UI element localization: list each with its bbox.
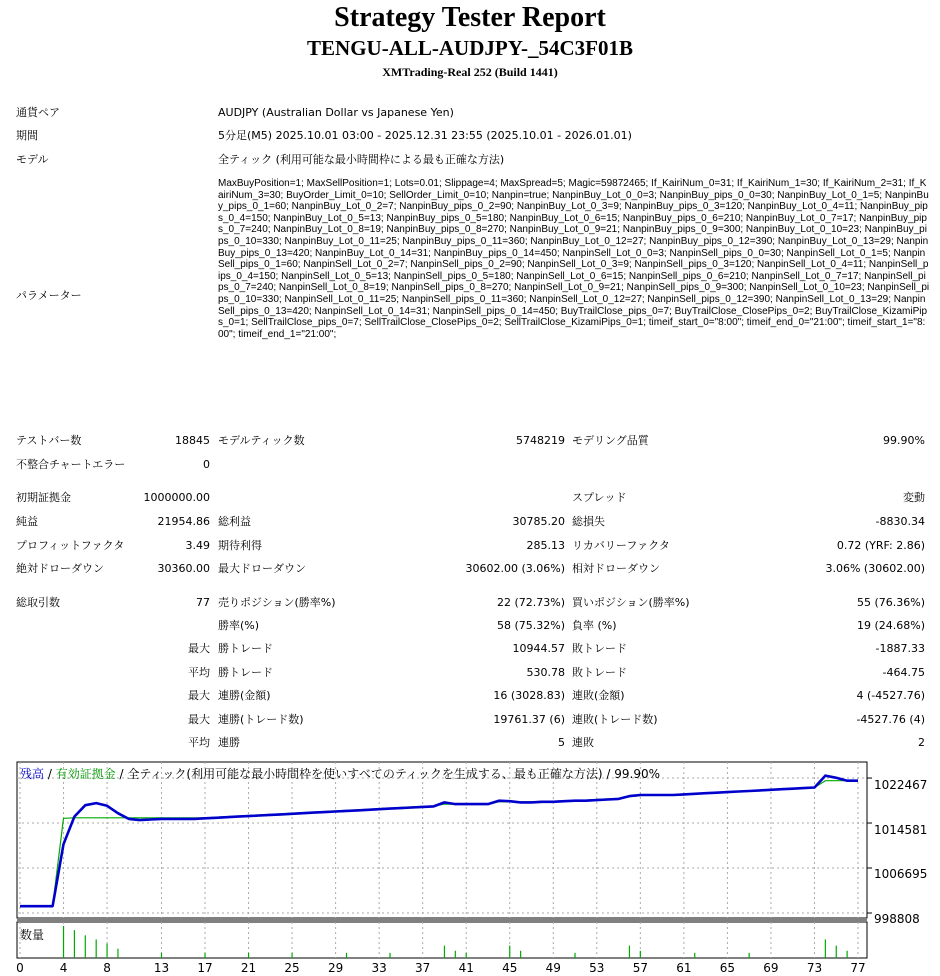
x-tick-label: 49: [545, 961, 561, 975]
legend-equity: 有効証拠金: [55, 767, 116, 781]
net-value: 21954.86: [157, 515, 210, 528]
symbol-label: 通貨ペア: [16, 106, 60, 119]
mismatch-value: 0: [203, 458, 210, 471]
avg-cons-win-label: 連勝: [218, 736, 240, 749]
symbol-value: AUDJPY (Australian Dollar vs Japanese Yen): [218, 106, 454, 119]
long-value: 55 (76.36%): [856, 596, 925, 609]
params-value: MaxBuyPosition=1; MaxSellPosition=1; Lots=0.01; Slippage=4; MaxSpread=5; Magic=59872465; If_KairiNum_0=31; If_KairiNum_1=30; If_KairiNum_2=31; If_KairiNum_3=30; BuyOrder_Limit_0=10; SellOrder_Limit_0=10; Nanpin=true; NanpinBuy_Lot_0_0=3; NanpinBuy_pips_0_0=30; NanpinBuy_Lot_0_1=5; NanpinBuy_pips_0_1=60; NanpinBuy_Lot_0_2=7; NanpinBuy_pips_0_2=90; NanpinBuy_Lot_0_3=9; NanpinBuy_pips_0_3=120; NanpinBuy_Lot_0_4=11; NanpinBuy_pips_0_4=150; NanpinBuy_Lot_0_5=13; NanpinBuy_pips_0_5=180; NanpinBuy_Lot_0_6=15; NanpinBuy_pips_0_6=210; NanpinBuy_Lot_0_7=17; NanpinBuy_pips_0_7=240; NanpinBuy_Lot_0_8=19; NanpinBuy_pips_0_8=270; NanpinBuy_Lot_0_9=21; NanpinBuy_pips_0_9=300; NanpinBuy_Lot_0_10=23; NanpinBuy_pips_0_10=330; NanpinBuy_Lot_0_11=25; NanpinBuy_pips_0_11=360; NanpinBuy_Lot_0_12=27; NanpinBuy_pips_0_12=390; NanpinBuy_Lot_0_13=29; NanpinBuy_pips_0_13=420; NanpinBuy_Lot_0_14=31; NanpinBuy_pips_0_14=450; NanpinSell_Lot_0_0=3; NanpinSell_pips_0_0=30; NanpinSell_Lot_0_1=5; NanpinSell_pips_0_1=60; NanpinSell_Lot_0_2=7; NanpinSell_pips_0_2=90; NanpinSell_Lot_0_3=9; NanpinSell_pips_0_3=120; NanpinSell_Lot_0_4=11; NanpinSell_pips_0_4=150; NanpinSell_Lot_0_5=13; NanpinSell_pips_0_5=180; NanpinSell_Lot_0_6=15; NanpinSell_pips_0_6=210; NanpinSell_Lot_0_7=17; NanpinSell_pips_0_7=240; NanpinSell_Lot_0_8=19; NanpinSell_pips_0_8=270; NanpinSell_Lot_0_9=21; NanpinSell_pips_0_9=300; NanpinSell_Lot_0_10=23; NanpinSell_pips_0_10=330; NanpinSell_Lot_0_11=25; NanpinSell_pips_0_11=360; NanpinSell_Lot_0_12=27; NanpinSell_pips_0_12=390; NanpinSell_Lot_0_13=29; NanpinSell_pips_0_13=420; NanpinSell_Lot_0_14=31; NanpinSell_pips_0_14=450; BuyTrailClose_pips_0=7; BuyTrailClose_ClosePips_0=2; BuyTrailClose_KizamiPips_0=1; SellTrailClose_pips_0=7; SellTrailClose_ClosePips_0=2; SellTrailClose_KizamiPips_0=1; timeif_start_0="8:00"; timeif_end_0="21:00"; timeif_start_1="8:00"; timeif_end_1="21:00";: [218, 178, 930, 340]
legend-desc: 全ティック(利用可能な最小時間枠を使いすべてのティックを生成する、最も正確な方法) / 99.90%: [127, 767, 661, 781]
y-tick-label: 1022467: [874, 778, 928, 792]
avg-win-label: 勝トレード: [218, 666, 273, 679]
max-cons-loss-count-value: -4527.76 (4): [856, 713, 925, 726]
deposit-label: 初期証拠金: [16, 491, 71, 504]
quality-label: モデリング品質: [572, 434, 649, 447]
x-tick-label: 0: [16, 961, 24, 975]
x-tick-label: 37: [415, 961, 431, 975]
max-label: 最大: [188, 642, 210, 655]
period-value: 5分足(M5) 2025.10.01 03:00 - 2025.12.31 23:55 (2025.10.01 - 2026.01.01): [218, 129, 632, 142]
max-cons-win-money-label: 連勝(金額): [218, 689, 271, 702]
legend-sep: /: [44, 767, 56, 781]
chart-frame: [17, 762, 867, 918]
mismatch-label: 不整合チャートエラー: [16, 458, 126, 471]
max-cons-loss-count-label: 連敗(トレード数): [572, 713, 658, 726]
x-tick-label: 53: [589, 961, 605, 975]
largest-win-label: 勝トレード: [218, 642, 273, 655]
x-tick-label: 73: [806, 961, 823, 975]
max-label-2: 最大: [188, 689, 210, 702]
x-tick-label: 29: [327, 961, 344, 975]
x-tick-label: 13: [153, 961, 170, 975]
recovery-value: 0.72 (YRF: 2.86): [836, 539, 925, 552]
trades-value: 77: [196, 596, 210, 609]
max-cons-win-count-value: 19761.37 (6): [493, 713, 565, 726]
x-tick-label: 57: [632, 961, 648, 975]
y-tick-label: 998808: [874, 912, 920, 926]
y-tick-label: 1014581: [874, 823, 928, 837]
legend-balance: 残高: [20, 767, 45, 781]
x-tick-label: 45: [502, 961, 518, 975]
avg-win-value: 530.78: [526, 666, 565, 679]
short-value: 22 (72.73%): [496, 596, 565, 609]
x-tick-label: 69: [763, 961, 779, 975]
bars-value: 18845: [175, 434, 210, 447]
recovery-label: リカバリーファクタ: [572, 539, 670, 552]
quality-value: 99.90%: [883, 434, 925, 447]
avg-cons-loss-label: 連敗: [572, 736, 594, 749]
x-tick-label: 21: [240, 961, 257, 975]
avg-label: 平均: [188, 666, 210, 679]
max-dd-label: 最大ドローダウン: [218, 562, 306, 575]
x-tick-label: 41: [458, 961, 474, 975]
period-label: 期間: [16, 129, 38, 142]
win-rate-value: 58 (75.32%): [496, 619, 565, 632]
max-cons-loss-money-value: 4 (-4527.76): [856, 689, 925, 702]
y-tick-label: 1006695: [874, 867, 928, 881]
volume-frame: [17, 922, 867, 958]
model-value: 全ティック (利用可能な最小時間枠による最も正確な方法): [218, 153, 505, 166]
max-cons-win-money-value: 16 (3028.83): [493, 689, 565, 702]
short-label: 売りポジション(勝率%): [218, 596, 336, 609]
abs-dd-value: 30360.00: [157, 562, 210, 575]
avg-loss-value: -464.75: [882, 666, 925, 679]
model-label: モデル: [16, 153, 49, 166]
params-label: パラメーター: [16, 289, 82, 302]
x-tick-label: 77: [850, 961, 866, 975]
server-info: XMTrading-Real 252 (Build 1441): [382, 65, 558, 79]
rel-dd-value: 3.06% (30602.00): [825, 562, 925, 575]
balance-chart: [0, 758, 940, 976]
avg-cons-win-value: 5: [558, 736, 565, 749]
avg-label-2: 平均: [188, 736, 210, 749]
largest-loss-label: 敗トレード: [572, 642, 627, 655]
x-tick-label: 8: [103, 961, 111, 975]
avg-cons-loss-value: 2: [918, 736, 925, 749]
expected-value: 285.13: [526, 539, 565, 552]
x-tick-label: 25: [284, 961, 300, 975]
loss-rate-value: 19 (24.68%): [856, 619, 925, 632]
long-label: 買いポジション(勝率%): [572, 596, 690, 609]
x-tick-label: 17: [197, 961, 213, 975]
x-tick-label: 61: [676, 961, 692, 975]
gross-loss-label: 総損失: [572, 515, 605, 528]
net-label: 純益: [16, 515, 38, 528]
bars-label: テストバー数: [16, 434, 82, 447]
ticks-value: 5748219: [516, 434, 565, 447]
gross-loss-value: -8830.34: [875, 515, 925, 528]
largest-loss-value: -1887.33: [875, 642, 925, 655]
spread-label: スプレッド: [572, 491, 627, 504]
report-title: Strategy Tester Report: [334, 2, 606, 33]
x-tick-label: 33: [371, 961, 387, 975]
expected-label: 期待利得: [218, 539, 262, 552]
max-cons-win-count-label: 連勝(トレード数): [218, 713, 304, 726]
legend-sep-2: /: [115, 767, 128, 781]
gross-profit-value: 30785.20: [512, 515, 565, 528]
win-rate-label: 勝率(%): [218, 619, 260, 632]
chart-legend: [20, 765, 660, 782]
volume-label: 数量: [20, 928, 45, 942]
largest-win-value: 10944.57: [512, 642, 565, 655]
deposit-value: 1000000.00: [143, 491, 210, 504]
trades-label: 総取引数: [16, 596, 60, 609]
ea-name: TENGU-ALL-AUDJPY-_54C3F01B: [307, 36, 633, 60]
pf-label: プロフィットファクタ: [16, 539, 125, 552]
x-tick-label: 65: [719, 961, 736, 975]
max-label-3: 最大: [188, 713, 210, 726]
abs-dd-label: 絶対ドローダウン: [16, 562, 104, 575]
spread-value: 変動: [903, 491, 925, 504]
pf-value: 3.49: [185, 539, 210, 552]
loss-rate-label: 負率 (%): [572, 619, 617, 632]
avg-loss-label: 敗トレード: [572, 666, 627, 679]
rel-dd-label: 相対ドローダウン: [572, 562, 660, 575]
gross-profit-label: 総利益: [218, 515, 251, 528]
max-cons-loss-money-label: 連敗(金額): [572, 689, 625, 702]
ticks-label: モデルティック数: [218, 434, 305, 447]
max-dd-value: 30602.00 (3.06%): [465, 562, 565, 575]
x-tick-label: 4: [59, 961, 68, 975]
